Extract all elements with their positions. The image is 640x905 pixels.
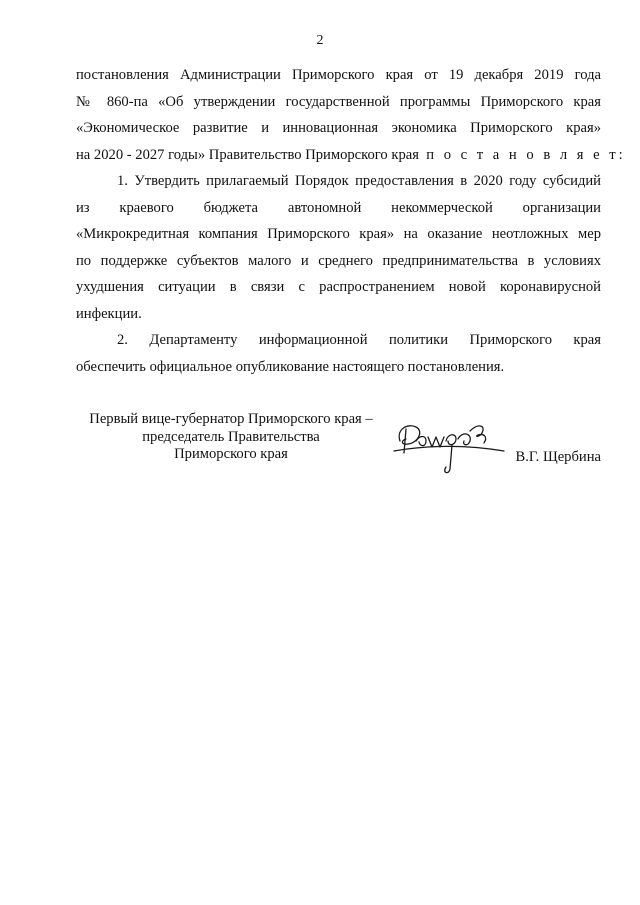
page-number: 2	[316, 33, 324, 48]
text-line: «Экономическое развитие и инновационная экономика Приморского края»	[76, 120, 601, 136]
text-line: инфекции.	[76, 305, 142, 322]
signature-block	[76, 411, 601, 491]
text-line	[76, 142, 626, 169]
position-line: Приморского края	[174, 446, 288, 462]
text-line: по поддержке субъектов малого и среднего предпринимательства в условиях	[76, 252, 601, 269]
text-fragment: на 2020 - 2027 годы» Правительство Приморского края	[76, 146, 419, 163]
position-line: председатель Правительства	[142, 428, 320, 445]
signatory-name: В.Г. Щербина	[515, 449, 601, 465]
resolves-word: п о с т а н о в л я е т:	[426, 146, 626, 163]
text-line: 1. Утвердить прилагаемый Порядок предоставления в 2020 году субсидий	[117, 173, 601, 189]
paragraph-item-2	[76, 327, 601, 380]
text-line: № 860-па «Об утверждении государственной программы Приморского края	[76, 93, 601, 110]
paragraph-item-1	[76, 168, 601, 327]
text-line: обеспечить официальное опубликование настоящего постановления.	[76, 358, 505, 375]
text-line: из краевого бюджета автономной некоммерческой организации	[76, 199, 601, 216]
text-line: 2. Департаменту информационной политики Приморского края	[117, 332, 601, 348]
paragraph-preamble	[76, 62, 626, 168]
document-body	[76, 62, 626, 380]
text-line: «Микрокредитная компания Приморского края» на оказание неотложных мер	[76, 226, 601, 242]
text-line: постановления Администрации Приморского края от 19 декабря 2019 года	[76, 67, 601, 83]
text-line: ухудшения ситуации в связи с распространением новой коронавирусной	[76, 279, 601, 295]
handwritten-signature	[386, 411, 511, 481]
position-line: Первый вице-губернатор Приморского края –	[89, 411, 373, 427]
signatory-position	[76, 411, 386, 464]
